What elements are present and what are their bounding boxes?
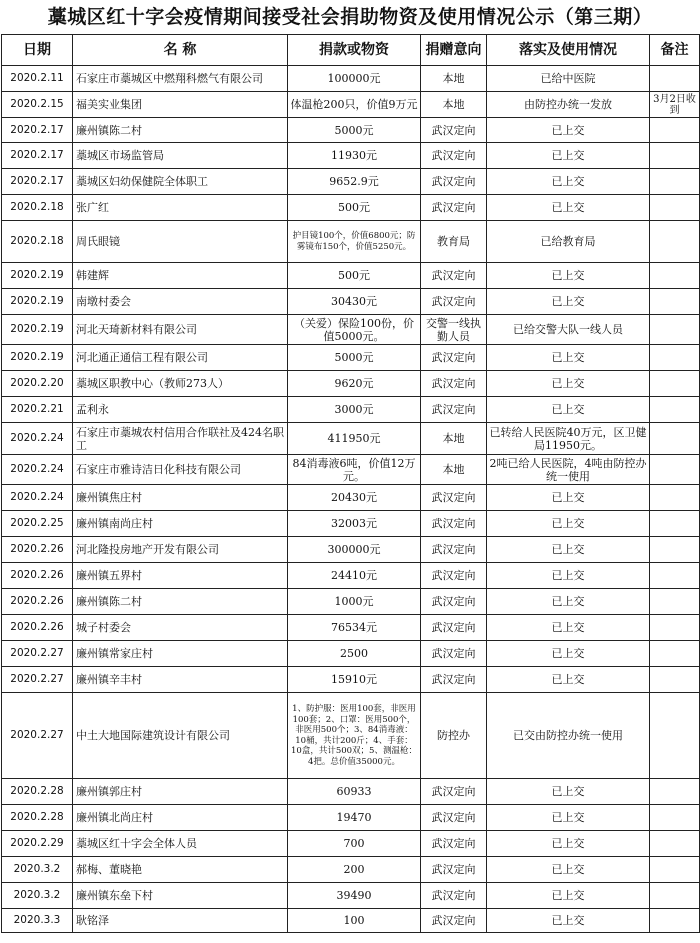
cell-intent: 武汉定向 [421, 615, 487, 641]
cell-note [650, 883, 700, 909]
cell-note [650, 118, 700, 143]
table-row [2, 615, 700, 641]
cell-note [650, 345, 700, 371]
cell-intent: 武汉定向 [421, 667, 487, 693]
cell-usage: 已上交 [487, 118, 650, 143]
cell-usage: 已上交 [487, 831, 650, 857]
cell-usage: 已上交 [487, 263, 650, 289]
cell-date: 2020.2.24 [2, 423, 73, 455]
cell-intent: 武汉定向 [421, 195, 487, 221]
cell-date: 2020.2.20 [2, 371, 73, 397]
cell-date: 2020.3.2 [2, 857, 73, 883]
cell-name: 南墩村委会 [73, 289, 288, 315]
cell-amount: 2500 [288, 641, 421, 667]
cell-note [650, 397, 700, 423]
cell-note [650, 195, 700, 221]
cell-note [650, 693, 700, 779]
cell-date: 2020.2.26 [2, 537, 73, 563]
table-row [2, 831, 700, 857]
table-row [2, 92, 700, 118]
cell-usage: 已上交 [487, 143, 650, 169]
cell-intent: 本地 [421, 423, 487, 455]
cell-date: 2020.2.19 [2, 289, 73, 315]
cell-note [650, 589, 700, 615]
cell-note [650, 831, 700, 857]
cell-intent: 武汉定向 [421, 779, 487, 805]
cell-note [650, 779, 700, 805]
table-row [2, 315, 700, 345]
cell-name: 孟利永 [73, 397, 288, 423]
cell-amount: 100000元 [288, 66, 421, 92]
cell-date: 2020.2.26 [2, 615, 73, 641]
cell-intent: 本地 [421, 92, 487, 118]
table-row [2, 169, 700, 195]
cell-name: 廉州镇陈二村 [73, 118, 288, 143]
cell-name: 耿铭泽 [73, 909, 288, 933]
table-row [2, 693, 700, 779]
cell-intent: 防控办 [421, 693, 487, 779]
cell-date: 2020.2.21 [2, 397, 73, 423]
table-row [2, 397, 700, 423]
cell-amount: 500元 [288, 263, 421, 289]
cell-intent: 交警一线执勤人员 [421, 315, 487, 345]
cell-usage: 已上交 [487, 169, 650, 195]
table-row [2, 485, 700, 511]
cell-date: 2020.2.17 [2, 169, 73, 195]
cell-amount: 9652.9元 [288, 169, 421, 195]
cell-amount: 76534元 [288, 615, 421, 641]
cell-amount: 24410元 [288, 563, 421, 589]
cell-name: 廉州镇常家庄村 [73, 641, 288, 667]
cell-note [650, 615, 700, 641]
table-row [2, 857, 700, 883]
table-row [2, 537, 700, 563]
cell-usage: 已上交 [487, 909, 650, 933]
cell-date: 2020.3.2 [2, 883, 73, 909]
cell-name: 郝梅、董晓艳 [73, 857, 288, 883]
cell-note [650, 263, 700, 289]
header-date: 日期 [2, 35, 73, 66]
table-row [2, 371, 700, 397]
cell-name: 藁城区红十字会全体人员 [73, 831, 288, 857]
cell-name: 河北天琦新材料有限公司 [73, 315, 288, 345]
cell-usage: 已上交 [487, 511, 650, 537]
cell-note [650, 485, 700, 511]
cell-usage: 已给教育局 [487, 221, 650, 263]
cell-intent: 武汉定向 [421, 831, 487, 857]
cell-name: 周氏眼镜 [73, 221, 288, 263]
cell-usage: 已上交 [487, 589, 650, 615]
cell-name: 石家庄市藁城区中燃翔科燃气有限公司 [73, 66, 288, 92]
table-row [2, 289, 700, 315]
cell-intent: 武汉定向 [421, 371, 487, 397]
cell-amount: 700 [288, 831, 421, 857]
cell-name: 城子村委会 [73, 615, 288, 641]
cell-intent: 教育局 [421, 221, 487, 263]
cell-intent: 本地 [421, 66, 487, 92]
header-note: 备注 [650, 35, 700, 66]
cell-usage: 已上交 [487, 857, 650, 883]
cell-usage: 已给中医院 [487, 66, 650, 92]
table-row [2, 511, 700, 537]
cell-intent: 武汉定向 [421, 641, 487, 667]
cell-note [650, 805, 700, 831]
page-title: 藁城区红十字会疫情期间接受社会捐助物资及使用情况公示（第三期） [47, 6, 653, 28]
cell-name: 石家庄市藁城农村信用合作联社及424名职工 [73, 423, 288, 455]
cell-date: 2020.2.29 [2, 831, 73, 857]
cell-usage: 已上交 [487, 615, 650, 641]
cell-date: 2020.2.28 [2, 779, 73, 805]
cell-amount: 200 [288, 857, 421, 883]
cell-usage: 已上交 [487, 289, 650, 315]
table-row [2, 195, 700, 221]
cell-date: 2020.2.19 [2, 345, 73, 371]
header-usage: 落实及使用情况 [487, 35, 650, 66]
cell-date: 2020.2.27 [2, 693, 73, 779]
cell-note [650, 423, 700, 455]
cell-name: 河北隆投房地产开发有限公司 [73, 537, 288, 563]
cell-amount: 1000元 [288, 589, 421, 615]
table-row [2, 143, 700, 169]
cell-usage: 已上交 [487, 667, 650, 693]
cell-note: 3月2日收到 [650, 92, 700, 118]
cell-date: 2020.2.15 [2, 92, 73, 118]
cell-note [650, 315, 700, 345]
cell-name: 河北通正通信工程有限公司 [73, 345, 288, 371]
cell-usage: 已上交 [487, 345, 650, 371]
cell-date: 2020.2.17 [2, 118, 73, 143]
cell-date: 2020.2.19 [2, 263, 73, 289]
cell-amount: 100 [288, 909, 421, 933]
cell-intent: 武汉定向 [421, 537, 487, 563]
cell-note [650, 371, 700, 397]
cell-date: 2020.2.17 [2, 143, 73, 169]
cell-date: 2020.2.26 [2, 589, 73, 615]
cell-name: 廉州镇陈二村 [73, 589, 288, 615]
cell-date: 2020.2.27 [2, 667, 73, 693]
table-row [2, 221, 700, 263]
cell-date: 2020.2.19 [2, 315, 73, 345]
cell-usage: 已上交 [487, 485, 650, 511]
cell-note [650, 221, 700, 263]
cell-note [650, 909, 700, 933]
cell-amount: 60933 [288, 779, 421, 805]
cell-name: 藁城区职教中心（教师273人） [73, 371, 288, 397]
header-amount: 捐款或物资 [288, 35, 421, 66]
cell-amount: 5000元 [288, 345, 421, 371]
table-row [2, 805, 700, 831]
cell-amount: 19470 [288, 805, 421, 831]
cell-intent: 武汉定向 [421, 345, 487, 371]
cell-amount: 3000元 [288, 397, 421, 423]
cell-note [650, 857, 700, 883]
table-row [2, 263, 700, 289]
cell-usage: 已上交 [487, 195, 650, 221]
table-row [2, 345, 700, 371]
cell-amount: 5000元 [288, 118, 421, 143]
cell-date: 2020.2.18 [2, 195, 73, 221]
cell-name: 廉州镇东垒下村 [73, 883, 288, 909]
cell-usage: 已上交 [487, 641, 650, 667]
header-name: 名 称 [73, 35, 288, 66]
donation-table [1, 34, 700, 933]
cell-amount: 32003元 [288, 511, 421, 537]
cell-note [650, 563, 700, 589]
cell-usage: 已上交 [487, 537, 650, 563]
table-header-row [2, 35, 700, 66]
cell-note [650, 641, 700, 667]
header-intent: 捐赠意向 [421, 35, 487, 66]
cell-name: 廉州镇辛丰村 [73, 667, 288, 693]
cell-name: 廉州镇郭庄村 [73, 779, 288, 805]
cell-name: 廉州镇五界村 [73, 563, 288, 589]
cell-date: 2020.2.26 [2, 563, 73, 589]
table-row [2, 423, 700, 455]
cell-note [650, 289, 700, 315]
cell-note [650, 511, 700, 537]
cell-name: 藁城区妇幼保健院全体职工 [73, 169, 288, 195]
cell-amount: 300000元 [288, 537, 421, 563]
cell-amount: 9620元 [288, 371, 421, 397]
cell-intent: 武汉定向 [421, 289, 487, 315]
cell-name: 张广红 [73, 195, 288, 221]
cell-name: 石家庄市雅诗洁日化科技有限公司 [73, 455, 288, 485]
cell-date: 2020.2.24 [2, 455, 73, 485]
cell-amount: 1、防护服：医用100套，非医用100套；2、口罩：医用500个，非医用500个；3、84消毒液：10桶，共计200斤；4、手套：10盒，共计500双；5、测温枪：4把。总价值35000元。 [288, 693, 421, 779]
cell-date: 2020.2.28 [2, 805, 73, 831]
cell-usage: 由防控办统一发放 [487, 92, 650, 118]
cell-amount: 411950元 [288, 423, 421, 455]
cell-intent: 武汉定向 [421, 883, 487, 909]
cell-amount: 15910元 [288, 667, 421, 693]
cell-usage: 已上交 [487, 563, 650, 589]
cell-intent: 武汉定向 [421, 263, 487, 289]
cell-note [650, 169, 700, 195]
cell-usage: 已上交 [487, 805, 650, 831]
cell-amount: 11930元 [288, 143, 421, 169]
cell-amount: 39490 [288, 883, 421, 909]
cell-name: 廉州镇焦庄村 [73, 485, 288, 511]
cell-date: 2020.2.27 [2, 641, 73, 667]
cell-intent: 武汉定向 [421, 589, 487, 615]
cell-usage: 已上交 [487, 397, 650, 423]
cell-intent: 武汉定向 [421, 563, 487, 589]
cell-usage: 已上交 [487, 371, 650, 397]
cell-usage: 已上交 [487, 779, 650, 805]
cell-amount: 护目镜100个，价值6800元；防雾镜布150个，价值5250元。 [288, 221, 421, 263]
cell-note [650, 537, 700, 563]
cell-name: 中土大地国际建筑设计有限公司 [73, 693, 288, 779]
cell-name: 藁城区市场监管局 [73, 143, 288, 169]
cell-intent: 武汉定向 [421, 397, 487, 423]
cell-amount: （关爱）保险100份，价值5000元。 [288, 315, 421, 345]
cell-usage: 2吨已给人民医院，4吨由防控办统一使用 [487, 455, 650, 485]
cell-note [650, 667, 700, 693]
cell-date: 2020.2.24 [2, 485, 73, 511]
table-row [2, 667, 700, 693]
cell-date: 2020.3.3 [2, 909, 73, 933]
cell-usage: 已上交 [487, 883, 650, 909]
cell-name: 廉州镇北尚庄村 [73, 805, 288, 831]
cell-intent: 武汉定向 [421, 485, 487, 511]
table-row [2, 455, 700, 485]
cell-date: 2020.2.25 [2, 511, 73, 537]
cell-intent: 武汉定向 [421, 118, 487, 143]
table-row [2, 66, 700, 92]
table-row [2, 589, 700, 615]
table-row [2, 641, 700, 667]
cell-intent: 武汉定向 [421, 805, 487, 831]
cell-usage: 已交由防控办统一使用 [487, 693, 650, 779]
cell-name: 韩建辉 [73, 263, 288, 289]
table-row [2, 909, 700, 933]
cell-intent: 武汉定向 [421, 169, 487, 195]
cell-intent: 武汉定向 [421, 511, 487, 537]
cell-note [650, 66, 700, 92]
cell-note [650, 143, 700, 169]
table-row [2, 779, 700, 805]
cell-date: 2020.2.18 [2, 221, 73, 263]
cell-date: 2020.2.11 [2, 66, 73, 92]
cell-name: 福美实业集团 [73, 92, 288, 118]
cell-amount: 500元 [288, 195, 421, 221]
table-row [2, 118, 700, 143]
cell-amount: 30430元 [288, 289, 421, 315]
cell-intent: 武汉定向 [421, 909, 487, 933]
cell-intent: 武汉定向 [421, 143, 487, 169]
cell-intent: 本地 [421, 455, 487, 485]
cell-note [650, 455, 700, 485]
cell-name: 廉州镇南尚庄村 [73, 511, 288, 537]
table-row [2, 563, 700, 589]
cell-amount: 体温枪200只，价值9万元 [288, 92, 421, 118]
cell-intent: 武汉定向 [421, 857, 487, 883]
cell-usage: 已给交警大队一线人员 [487, 315, 650, 345]
table-row [2, 883, 700, 909]
cell-amount: 84消毒液6吨，价值12万元。 [288, 455, 421, 485]
cell-usage: 已转给人民医院40万元，区卫健局11950元。 [487, 423, 650, 455]
cell-amount: 20430元 [288, 485, 421, 511]
